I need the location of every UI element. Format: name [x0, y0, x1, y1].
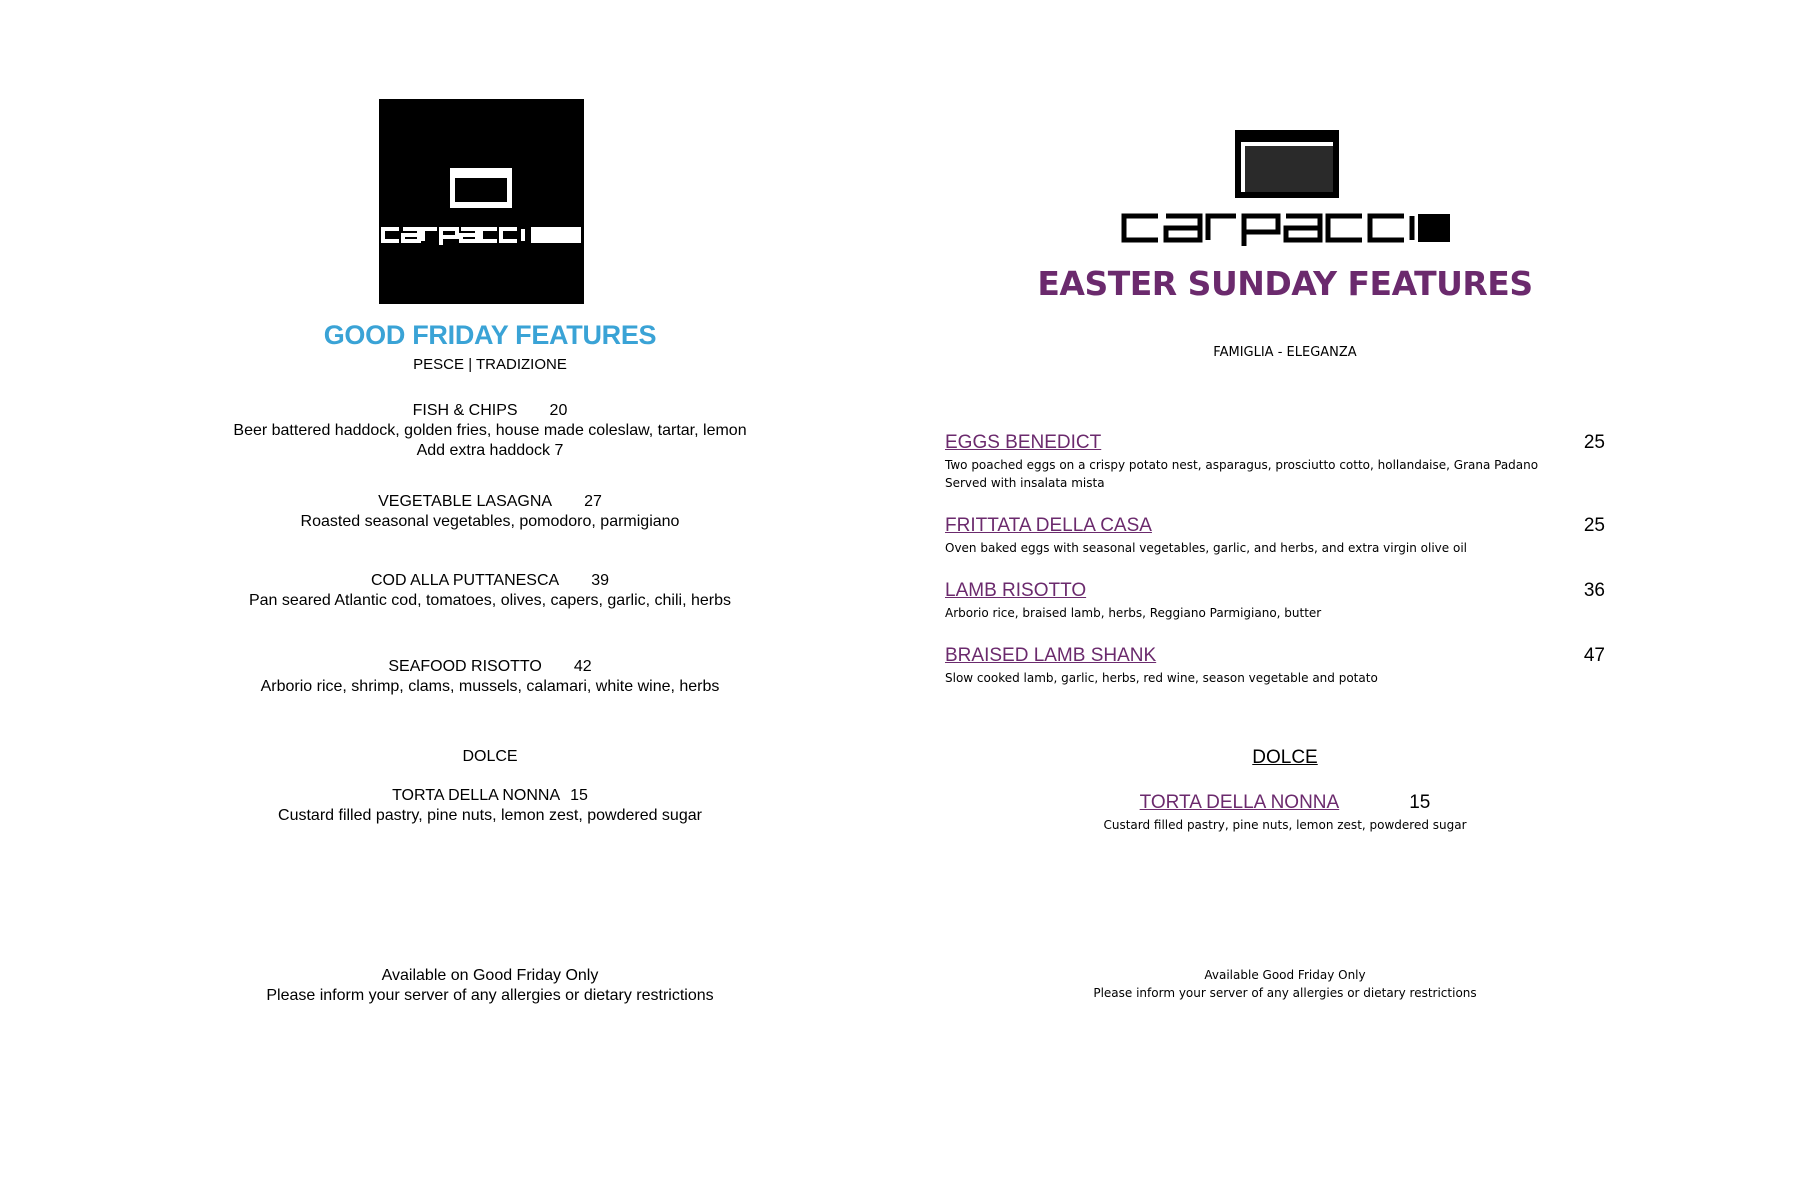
menu-item — [945, 432, 1605, 492]
menu-item-price: 25 — [1583, 515, 1605, 536]
menu-item-name: VEGETABLE LASAGNA — [378, 493, 553, 510]
menu-item-note: Add extra haddock 7 — [416, 442, 564, 459]
menu-item-description: Arborio rice, braised lamb, herbs, Reggiano Parmigiano, butter — [945, 606, 1322, 620]
menu-item-name: LAMB RISOTTO — [945, 580, 1087, 601]
menu-item-price: 39 — [591, 572, 609, 589]
menu-item-description: Arborio rice, shrimp, clams, mussels, calamari, white wine, herbs — [260, 678, 720, 695]
carpaccio-logo-white — [379, 99, 584, 304]
menu-item-name: EGGS BENEDICT — [945, 432, 1102, 453]
menu-item-name: FISH & CHIPS — [412, 402, 518, 419]
menu-item-name: SEAFOOD RISOTTO — [388, 658, 542, 675]
carpaccio-logo-icon — [379, 99, 584, 304]
allergy-note: Please inform your server of any allergies or dietary restrictions — [1093, 986, 1477, 1000]
menu-item-name: COD ALLA PUTTANESCA — [371, 572, 560, 589]
footer-note — [1000, 966, 1570, 1002]
dolce-heading: DOLCE — [462, 748, 518, 765]
carpaccio-logo-black — [1120, 128, 1450, 246]
availability-note: Available Good Friday Only — [1204, 968, 1366, 982]
menu-item — [140, 658, 840, 696]
dessert-name: TORTA DELLA NONNA — [392, 787, 561, 804]
dessert-price: 15 — [1409, 792, 1431, 813]
menu-item-note: Served with insalata mista — [945, 476, 1105, 490]
menu-item-description: Slow cooked lamb, garlic, herbs, red wine, season vegetable and potato — [945, 671, 1378, 685]
menu-item-price: 36 — [1583, 580, 1605, 601]
good-friday-subtitle: PESCE | TRADIZIONE — [413, 356, 567, 373]
dessert-description: Custard filled pastry, pine nuts, lemon zest, powdered sugar — [1103, 818, 1467, 832]
allergy-note: Please inform your server of any allergies or dietary restrictions — [266, 987, 714, 1004]
menu-item-name: BRAISED LAMB SHANK — [945, 645, 1157, 666]
availability-note: Available on Good Friday Only — [381, 967, 599, 984]
menu-item-description: Oven baked eggs with seasonal vegetables, garlic, and herbs, and extra virgin olive oil — [945, 541, 1467, 555]
dessert-description: Custard filled pastry, pine nuts, lemon zest, powdered sugar — [278, 807, 702, 824]
dessert-price: 15 — [570, 787, 588, 804]
dolce-heading: DOLCE — [1252, 747, 1318, 768]
menu-item-description: Beer battered haddock, golden fries, house made coleslaw, tartar, lemon — [233, 422, 747, 439]
menu-item-price: 27 — [584, 493, 602, 510]
menu-item — [140, 402, 840, 460]
easter-sunday-subtitle: FAMIGLIA - ELEGANZA — [1213, 345, 1357, 360]
dessert-name: TORTA DELLA NONNA — [1139, 792, 1340, 813]
menu-item-price: 42 — [573, 658, 592, 675]
easter-sunday-title: EASTER SUNDAY FEATURES — [1037, 264, 1533, 303]
menu-item-description: Pan seared Atlantic cod, tomatoes, olives, capers, garlic, chili, herbs — [248, 592, 731, 609]
menu-item-description: Two poached eggs on a crispy potato nest, asparagus, prosciutto cotto, hollandaise, Grana Padano — [945, 458, 1539, 472]
dessert-item — [140, 787, 840, 825]
menu-item — [140, 572, 840, 610]
menu-item-name: FRITTATA DELLA CASA — [945, 515, 1152, 536]
menu-item-price: 47 — [1583, 645, 1605, 666]
menu-item-description: Roasted seasonal vegetables, pomodoro, parmigiano — [300, 513, 680, 530]
good-friday-title: GOOD FRIDAY FEATURES — [323, 320, 657, 350]
menu-item-price: 20 — [549, 402, 568, 419]
footer-note — [140, 966, 840, 1006]
dessert-item — [1000, 792, 1570, 834]
menu-item — [945, 515, 1605, 557]
menu-item-price: 25 — [1583, 432, 1605, 453]
menu-item — [140, 493, 840, 531]
menu-item — [945, 645, 1605, 687]
menu-item — [945, 580, 1605, 622]
